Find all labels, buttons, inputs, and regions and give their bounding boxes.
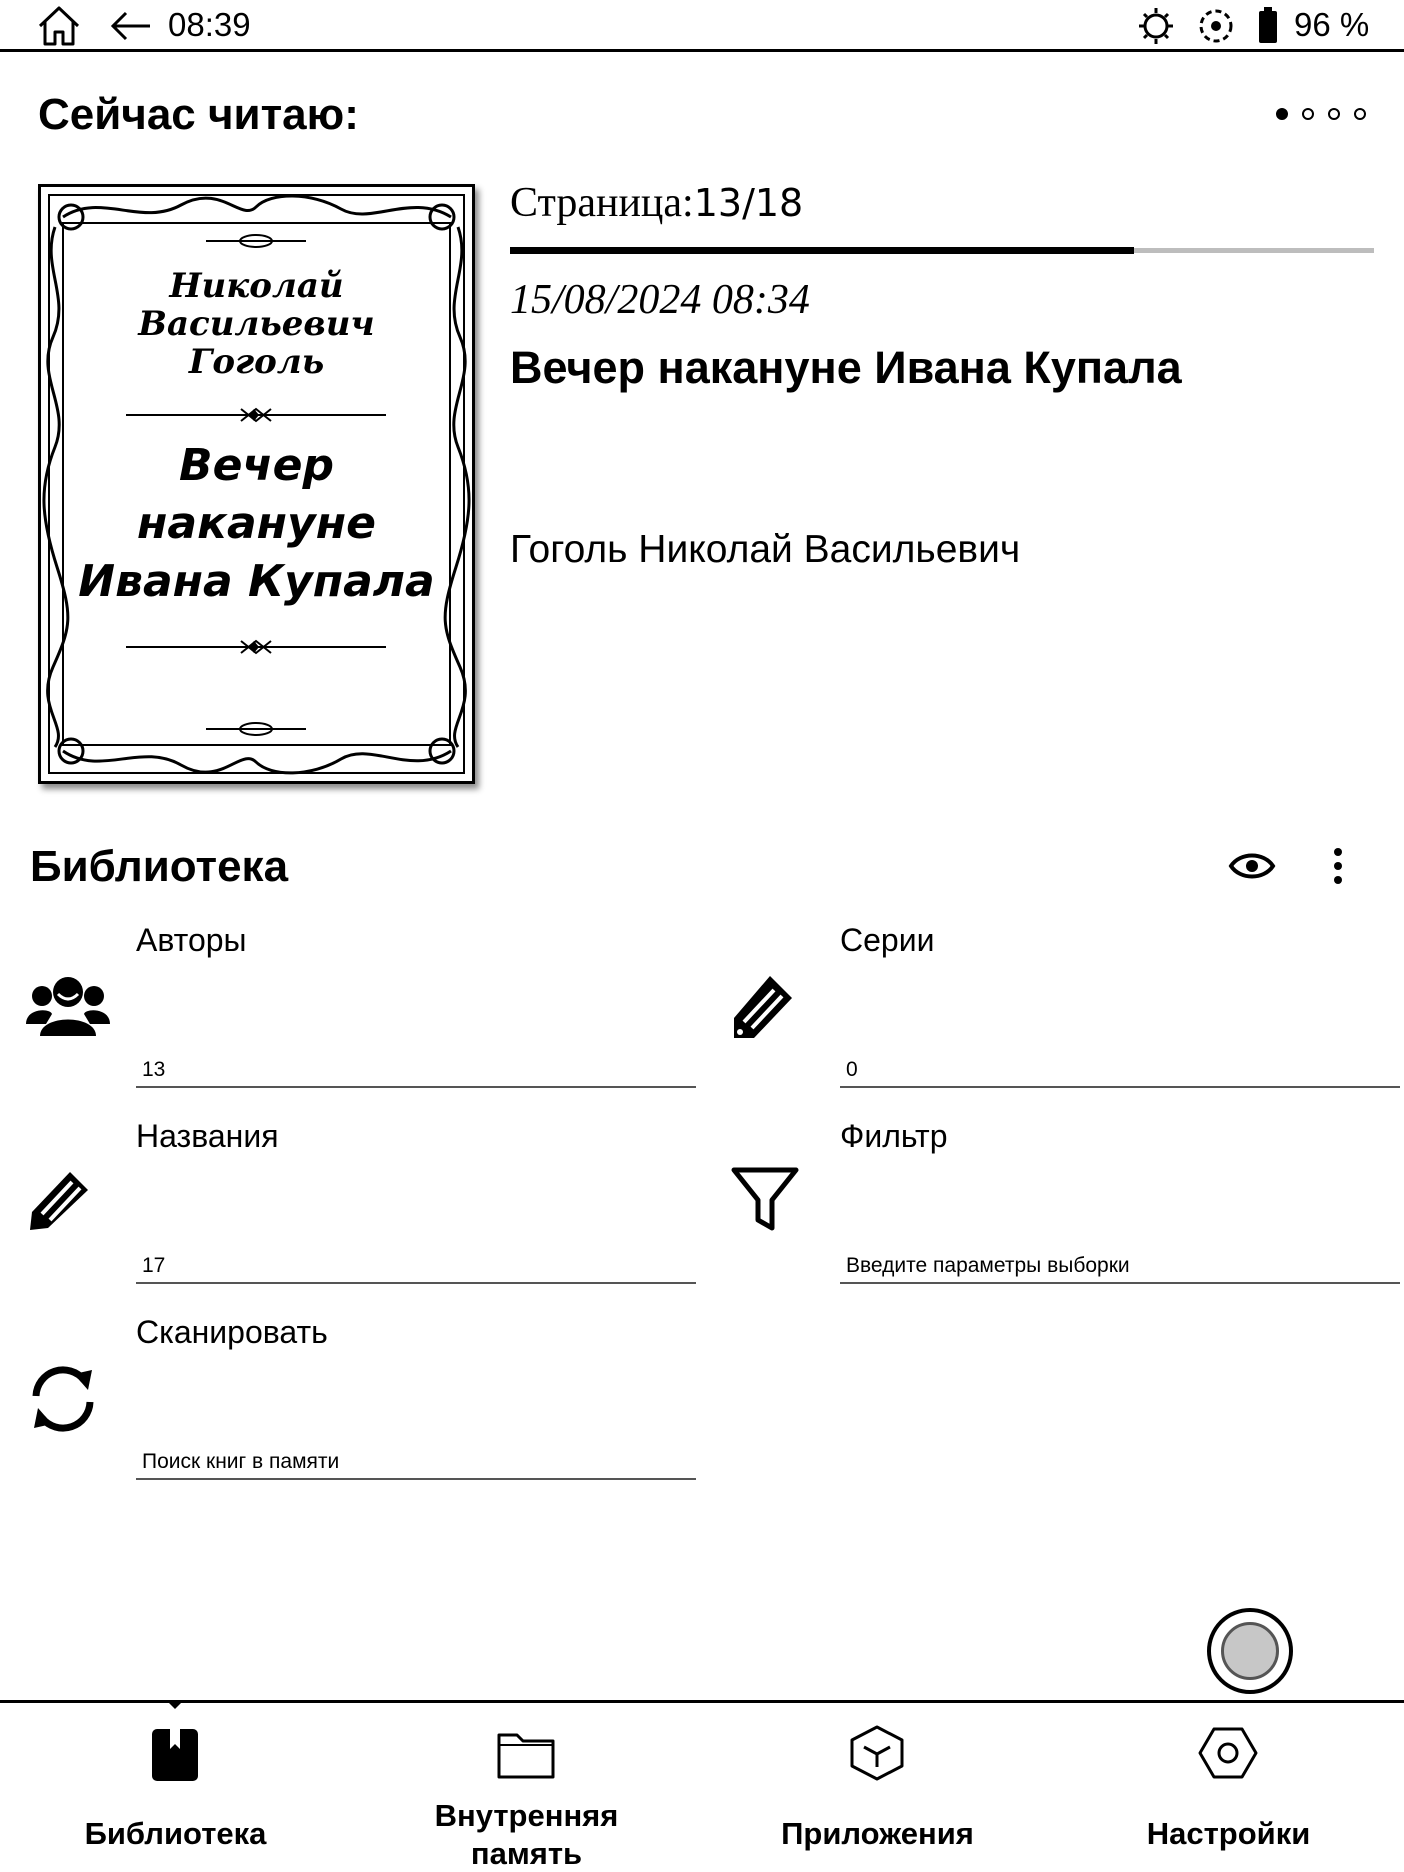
cube-icon (846, 1721, 908, 1790)
tile-value: 0 (840, 1058, 1400, 1088)
status-bar (0, 0, 1404, 52)
book-icon (144, 1721, 206, 1790)
floating-action-button[interactable] (1207, 1608, 1293, 1694)
tile-value: 17 (136, 1254, 696, 1284)
cover-title-line: Вечер (179, 440, 334, 491)
pager-dot[interactable] (1302, 108, 1314, 120)
pager-dot[interactable] (1328, 108, 1340, 120)
refresh-icon (26, 1360, 100, 1443)
book-title[interactable]: Вечер накануне Ивана Купала (510, 342, 1182, 393)
tile-value: 13 (136, 1058, 696, 1088)
tags-icon (730, 968, 800, 1047)
cover-author-line: Васильевич (138, 304, 375, 344)
nav-internal-memory[interactable] (351, 1703, 702, 1872)
nav-apps[interactable] (702, 1703, 1053, 1872)
cover-author-line: Гоголь (188, 342, 325, 382)
battery-percent: 96 % (1294, 6, 1370, 43)
tile-value: Поиск книг в памяти (136, 1450, 696, 1480)
home-icon[interactable] (36, 4, 82, 53)
tile-value: Введите параметры выборки (840, 1254, 1400, 1284)
page-value: 13/18 (693, 181, 804, 225)
cover-author-line: Николай (169, 266, 344, 306)
last-read-date: 15/08/2024 08:34 (510, 277, 810, 323)
cover-title-line: накануне (137, 498, 376, 549)
filter-icon (730, 1164, 800, 1239)
tile-label: Авторы (136, 922, 247, 958)
tile-label: Фильтр (840, 1118, 948, 1154)
page-indicator (510, 178, 803, 227)
bottom-nav (0, 1700, 1404, 1872)
nav-label: Внутренняя память (434, 1798, 619, 1871)
tile-label: Названия (136, 1118, 279, 1154)
battery-icon (1256, 4, 1280, 53)
library-tile-authors[interactable] (26, 922, 588, 1107)
page-label: Страница: (510, 180, 694, 226)
reading-progress-fill (510, 247, 1134, 254)
pager-dot[interactable] (1276, 108, 1288, 120)
sync-status-icon[interactable] (1196, 4, 1236, 53)
more-vertical-icon[interactable] (1330, 846, 1346, 891)
reading-progress-bar (510, 248, 1374, 253)
book-cover[interactable] (38, 184, 475, 784)
library-tile-scan[interactable] (26, 1314, 588, 1499)
tile-label: Серии (840, 922, 935, 958)
nav-library[interactable] (0, 1703, 351, 1872)
library-header: Библиотека (30, 842, 289, 891)
pencil-icon (26, 1164, 96, 1239)
brightness-icon[interactable] (1136, 4, 1176, 53)
back-arrow-icon[interactable] (108, 4, 154, 53)
cover-title-line: Ивана Купала (78, 556, 435, 607)
pager-dot[interactable] (1354, 108, 1366, 120)
library-tile-series[interactable] (730, 922, 1292, 1107)
folder-icon (495, 1721, 557, 1790)
book-author: Гоголь Николай Васильевич (510, 528, 1021, 571)
nav-label: Настройки (1146, 1816, 1311, 1851)
users-icon (26, 968, 110, 1043)
hexagon-settings-icon (1197, 1721, 1259, 1790)
nav-settings[interactable] (1053, 1703, 1404, 1872)
library-tile-filter[interactable] (730, 1118, 1292, 1303)
nav-label: Библиотека (84, 1816, 267, 1851)
library-tile-titles[interactable] (26, 1118, 588, 1303)
reading-header: Сейчас читаю: (38, 90, 359, 139)
fab-circle-icon (1221, 1622, 1279, 1680)
tile-label: Сканировать (136, 1314, 328, 1350)
status-time: 08:39 (168, 6, 251, 43)
eye-icon[interactable] (1228, 846, 1276, 891)
nav-label: Приложения (781, 1816, 974, 1851)
